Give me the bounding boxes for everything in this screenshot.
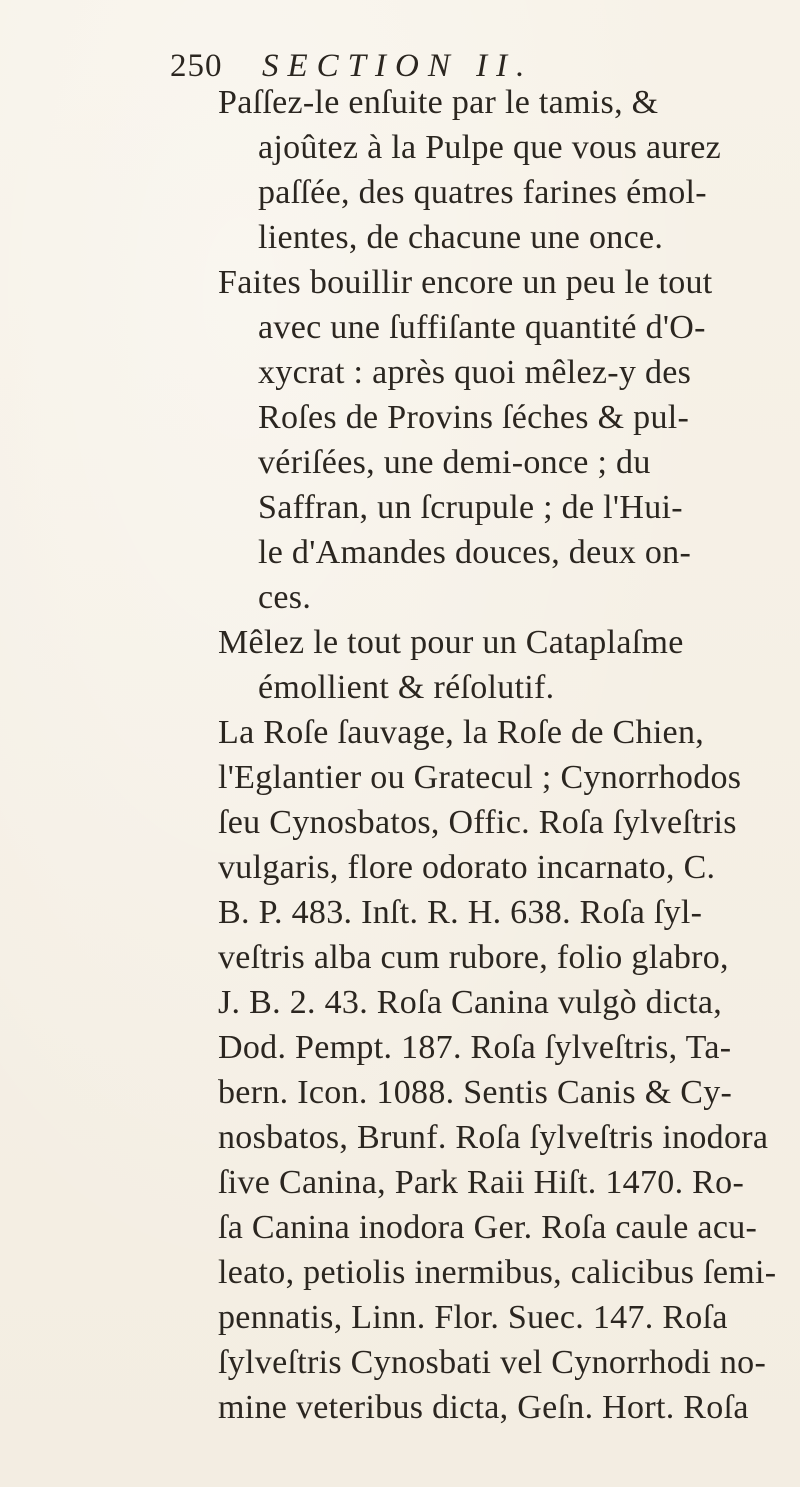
text-line: lientes, de chacune une once. xyxy=(258,219,664,256)
text-line: Mêlez le tout pour un Cataplaſme xyxy=(218,624,684,661)
text-line: Faites bouillir encore un peu le tout xyxy=(218,264,713,301)
text-line: vulgaris, flore odorato incarnato, C. xyxy=(218,849,716,886)
text-line: Dod. Pempt. 187. Roſa ſylveſtris, Ta- xyxy=(218,1029,732,1066)
text-line: ajoûtez à la Pulpe que vous aurez xyxy=(258,129,722,166)
text-line: leato, petiolis inermibus, calicibus ſemi- xyxy=(218,1254,777,1291)
text-line: Paſſez-le enſuite par le tamis, & xyxy=(218,84,659,121)
text-line: B. P. 483. Inſt. R. H. 638. Roſa ſyl- xyxy=(218,894,703,931)
text-line: ces. xyxy=(258,579,312,616)
text-line: l'Eglantier ou Gratecul ; Cynorrhodos xyxy=(218,759,742,796)
text-line: veſtris alba cum rubore, folio glabro, xyxy=(218,939,729,976)
text-line: J. B. 2. 43. Roſa Canina vulgò dicta, xyxy=(218,984,723,1021)
text-line: ſeu Cynosbatos, Offic. Roſa ſylveſtris xyxy=(218,804,737,841)
text-line: émollient & réſolutif. xyxy=(258,669,555,706)
text-line: paſſée, des quatres farines émol- xyxy=(258,174,707,211)
text-line: La Roſe ſauvage, la Roſe de Chien, xyxy=(218,714,705,751)
text-line: Roſes de Provins ſéches & pul- xyxy=(258,399,690,436)
text-line: mine veteribus dicta, Geſn. Hort. Roſa xyxy=(218,1389,749,1426)
text-line: ſa Canina inodora Ger. Roſa caule acu- xyxy=(218,1209,758,1246)
text-line: ſylveſtris Cynosbati vel Cynorrhodi no- xyxy=(218,1344,767,1381)
text-line: vériſées, une demi-once ; du xyxy=(258,444,651,481)
text-line: avec une ſuffiſante quantité d'O- xyxy=(258,309,706,346)
text-line: xycrat : après quoi mêlez-y des xyxy=(258,354,692,391)
page-number: 250 xyxy=(170,48,223,84)
running-head: SECTION II. xyxy=(262,48,534,84)
text-line: le d'Amandes douces, deux on- xyxy=(258,534,692,571)
text-line: Saffran, un ſcrupule ; de l'Hui- xyxy=(258,489,683,526)
text-line: pennatis, Linn. Flor. Suec. 147. Roſa xyxy=(218,1299,728,1336)
text-line: bern. Icon. 1088. Sentis Canis & Cy- xyxy=(218,1074,733,1111)
text-line: nosbatos, Brunf. Roſa ſylveſtris inodora xyxy=(218,1119,769,1156)
text-line: ſive Canina, Park Raii Hiſt. 1470. Ro- xyxy=(218,1164,745,1201)
